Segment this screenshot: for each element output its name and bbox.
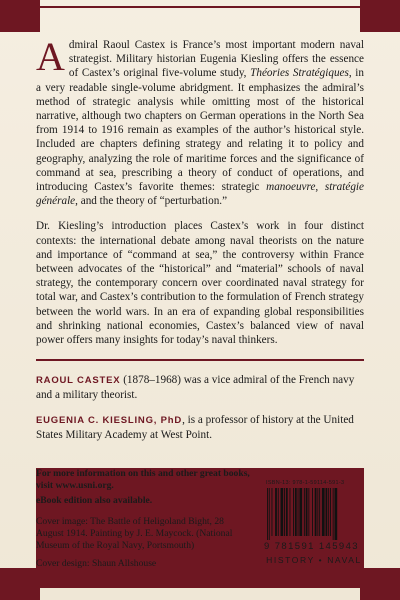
cover-image-credit: Cover image: The Battle of Heligoland Bight, 28 August 1914. Painting by J. E. Maycock. (National Museum of the Royal Navy, Portsmouth) xyxy=(36,516,233,551)
barcode-digits: 9 781591 145943 xyxy=(264,541,359,552)
editor-name: EUGENIA C. KIESLING, PhD xyxy=(36,414,183,426)
barcode-bar xyxy=(295,488,297,536)
barcode-bar xyxy=(278,488,279,536)
barcode-bar xyxy=(269,488,270,540)
barcode-bar xyxy=(293,488,294,536)
barcode-bar xyxy=(333,488,334,540)
blurb-text: , in a very readable single-volume abridgment. It emphasizes the admiral’s method of strategic analysis while omitting most of the historical narrative, although two chapters on German operations in the North Sea from 1914 to 1916 remain as examples of the author’s historical style. Included are chapters defining strategy and relating it to policy and geography, analyzing the role of maritime forces and the significance of command at sea, prescribing a theory of conduct of operations, and introducing Castex’s favorite themes: strategic xyxy=(36,67,365,194)
drop-cap: A xyxy=(36,34,65,79)
section-divider xyxy=(36,359,364,361)
barcode-bar xyxy=(328,488,329,536)
barcode-bar xyxy=(281,488,284,536)
author-name: RAOUL CASTEX xyxy=(36,375,121,387)
barcode-bar xyxy=(290,488,291,536)
corner-block-bottom-left xyxy=(0,568,40,600)
barcode-image xyxy=(264,488,364,540)
blurb-text: dmiral Raoul Castex is France’s most important modern naval strategist. Military historian Eugenia Kiesling offers the essence of Castex’s original five-volume study, xyxy=(68,39,364,80)
barcode-bar xyxy=(330,488,331,536)
barcode-bar xyxy=(319,488,320,536)
publisher-info xyxy=(36,468,251,570)
themes-italic: manoeuvre, stratégie générale xyxy=(36,181,364,208)
barcode-bar xyxy=(275,488,277,536)
barcode-bar xyxy=(335,488,338,540)
barcode-bar xyxy=(298,488,299,536)
barcode-bar xyxy=(322,488,325,536)
barcode-bar xyxy=(326,488,328,536)
barcode-bar xyxy=(312,488,313,536)
barcode-bar xyxy=(284,488,285,536)
ebook-note: eBook edition also available. xyxy=(36,495,153,506)
bottom-section xyxy=(36,468,364,588)
corner-block-top-right xyxy=(360,0,400,32)
barcode-bar xyxy=(304,488,305,536)
book-title-italic: Théories Stratégiques xyxy=(250,67,349,80)
blurb-paragraph-1 xyxy=(36,34,365,208)
barcode-bar xyxy=(317,488,318,536)
barcode-bar xyxy=(286,488,288,536)
barcode-bar xyxy=(308,488,309,536)
bio-text: , is a professor of history at the United States Military Academy at West Point. xyxy=(36,413,354,441)
barcode-bar xyxy=(299,488,302,536)
blurb-text: , and the theory of “perturbation.” xyxy=(75,195,228,208)
blurb-paragraph-2: Dr. Kiesling’s introduction places Castex’s work in four distinct contexts: the international debate among naval theorists on the nature and importance of “command at sea,” the controversy within France between advocates of the “historical” and “material” schools of naval strategy, the contemporary concern over coordinated naval strategy for total war, and Castex’s contribution to the formulation of French strategy between the world wars. In an era of expanding global responsibilities and shrinking national economies, Castex’s balanced view of naval power offers many insights for today’s naval thinkers. xyxy=(36,220,364,347)
cover-design-credit: Cover design: Shaun Allshouse xyxy=(36,558,157,569)
category-label: HISTORY • NAVAL xyxy=(266,555,362,565)
main-content xyxy=(36,34,365,452)
barcode-bar xyxy=(315,488,317,536)
corner-block-bottom-right xyxy=(360,568,400,600)
corner-block-top-left xyxy=(0,0,40,32)
barcode-bar xyxy=(272,488,273,536)
bio-text: (1878–1968) was a vice admiral of the French navy and a military theorist. xyxy=(36,374,355,402)
bio-kiesling xyxy=(36,413,364,442)
isbn-label: ISBN-13: 978-1-59114-591-3 xyxy=(266,480,345,486)
top-rule xyxy=(40,6,360,8)
barcode-bar xyxy=(306,488,308,536)
barcode-bar xyxy=(267,488,268,540)
more-info-text: For more information on this and other great books, visit www.usni.org. xyxy=(36,468,250,491)
book-blurb xyxy=(36,34,365,347)
barcode-block xyxy=(264,480,364,565)
bio-castex xyxy=(36,373,364,402)
